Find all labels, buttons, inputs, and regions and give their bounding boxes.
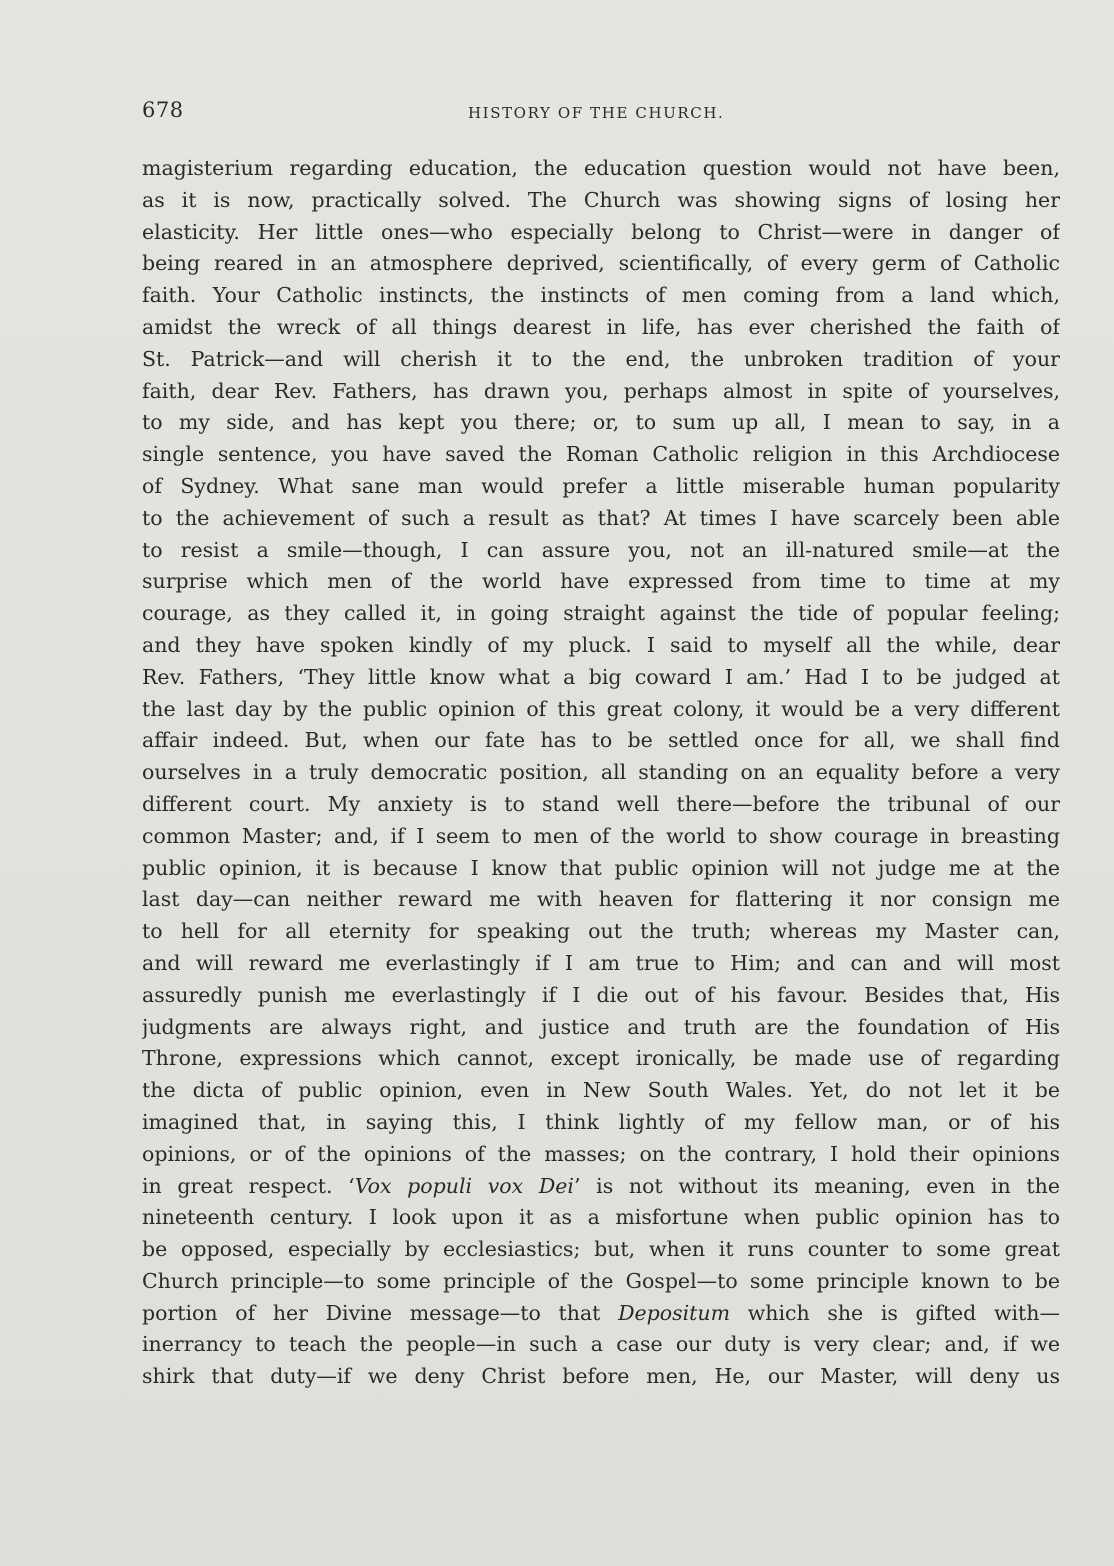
text-line: surprise which men of the world have expressed from time to time at my	[142, 569, 1060, 594]
text-line: faith. Your Catholic instincts, the instincts of men coming from a land which,	[142, 283, 1060, 308]
text-line: magisterium regarding education, the education question would not have been,	[142, 156, 1060, 180]
text-line: affair indeed. But, when our fate has to be settled once for all, we shall find	[142, 728, 1060, 753]
page-header	[142, 96, 1062, 132]
text-line-with-italic	[142, 1171, 1060, 1203]
text-line: opinions, or of the opinions of the masses; on the contrary, I hold their opinions	[142, 1141, 1060, 1166]
latin-phrase: Vox populi vox Dei	[354, 1173, 574, 1198]
text-line: ourselves in a truly democratic position, all standing on an equality before a very	[142, 760, 1060, 785]
running-title: HISTORY OF THE CHURCH.	[468, 104, 725, 122]
line-segment: which she is gifted with—	[730, 1300, 1060, 1325]
text-line: shirk that duty—if we deny Christ before men, He, our Master, will deny us	[142, 1364, 1060, 1389]
text-line: of Sydney. What sane man would prefer a little miserable human popularity	[142, 473, 1060, 498]
text-line: nineteenth century. I look upon it as a misfortune when public opinion has to	[142, 1205, 1060, 1230]
text-line: to resist a smile—though, I can assure you, not an ill-natured smile—at the	[142, 537, 1060, 562]
text-line: being reared in an atmosphere deprived, scientifically, of every germ of Catholic	[142, 251, 1060, 276]
text-line: the dicta of public opinion, even in New South Wales. Yet, do not let it be	[142, 1078, 1060, 1103]
text-line: as it is now, practically solved. The Church was showing signs of losing her	[142, 187, 1060, 212]
line-segment: ’ is not without its meaning, even in the	[573, 1173, 1060, 1198]
text-line: common Master; and, if I seem to men of the world to show courage in breasting	[142, 823, 1060, 848]
text-line: to the achievement of such a result as that? At times I have scarcely been able	[142, 505, 1060, 530]
latin-term: Depositum	[618, 1300, 731, 1325]
text-line: imagined that, in saying this, I think lightly of my fellow man, or of his	[142, 1109, 1060, 1134]
text-line: last day—can neither reward me with heaven for flattering it nor consign me	[142, 887, 1060, 912]
text-line: be opposed, especially by ecclesiastics; but, when it runs counter to some great	[142, 1237, 1060, 1262]
text-line: Rev. Fathers, ‘They little know what a big coward I am.’ Had I to be judged at	[142, 664, 1060, 689]
text-line: Throne, expressions which cannot, except ironically, be made use of regarding	[142, 1046, 1060, 1071]
body-text	[142, 153, 1060, 1393]
text-line: St. Patrick—and will cherish it to the end, the unbroken tradition of your	[142, 346, 1060, 371]
text-line-with-italic	[142, 1298, 1060, 1330]
text-line: single sentence, you have saved the Roman Catholic religion in this Archdiocese	[142, 442, 1060, 467]
text-line: assuredly punish me everlastingly if I die out of his favour. Besides that, His	[142, 982, 1060, 1007]
text-line: elasticity. Her little ones—who especially belong to Christ—were in danger of	[142, 219, 1060, 244]
text-line: faith, dear Rev. Fathers, has drawn you, perhaps almost in spite of yourselves,	[142, 378, 1060, 403]
text-line: the last day by the public opinion of this great colony, it would be a very different	[142, 696, 1060, 721]
text-line: courage, as they called it, in going straight against the tide of popular feeling;	[142, 601, 1060, 626]
line-segment: portion of her Divine message—to that	[142, 1300, 619, 1325]
text-line: public opinion, it is because I know that public opinion will not judge me at the	[142, 855, 1060, 880]
text-line: amidst the wreck of all things dearest in life, has ever cherished the faith of	[142, 314, 1060, 339]
text-line: judgments are always right, and justice and truth are the foundation of His	[142, 1014, 1060, 1039]
text-line: different court. My anxiety is to stand well there—before the tribunal of our	[142, 791, 1060, 816]
page-number: 678	[142, 98, 184, 122]
text-line: to my side, and has kept you there; or, to sum up all, I mean to say, in a	[142, 410, 1060, 435]
text-line: to hell for all eternity for speaking out the truth; whereas my Master can,	[142, 919, 1060, 944]
text-line: inerrancy to teach the people—in such a case our duty is very clear; and, if we	[142, 1332, 1060, 1357]
text-line: and will reward me everlastingly if I am true to Him; and can and will most	[142, 950, 1060, 975]
text-line: Church principle—to some principle of the Gospel—to some principle known to be	[142, 1268, 1060, 1293]
line-segment: in great respect. ‘	[142, 1173, 355, 1198]
text-line: and they have spoken kindly of my pluck. I said to myself all the while, dear	[142, 632, 1060, 657]
